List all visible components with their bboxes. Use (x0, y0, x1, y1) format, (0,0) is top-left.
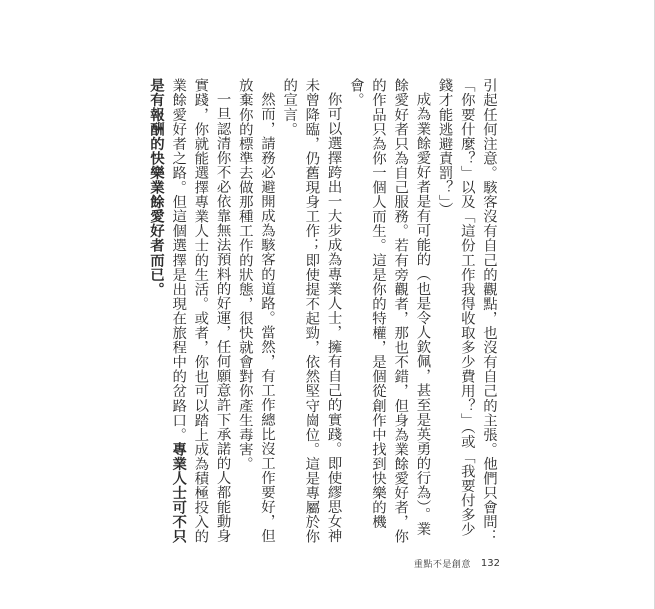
running-title: 重點不是創意 (413, 559, 471, 570)
paragraph-1-text: 引起任何注意。駭客沒有自己的觀點，也沒有自己的主張。他們只會問：「你要什麼？」以及「這份工作我得收取多少費用？」（或「我要付多少錢才能逃避責罰？」） (436, 78, 497, 544)
paragraph-2-text: 成為業餘愛好者是有可能的（也是令人欽佩，甚至是英勇的行為）。業餘愛好者只為自己服務。若有旁觀者，那也不錯，但身為業餘愛好者，你的作品只為你一個人而生。這是你的特權，是個從創作中找到快樂的機會。 (347, 78, 431, 544)
page-number: 132 (480, 557, 500, 569)
paragraph-1 (433, 78, 500, 548)
paragraph-4-text: 然而，請務必避開成為駭客的道路。當然，有工作總比沒工作要好，但放棄你的標準去做那種工作的狀態，很快就會對你產生毒害。 (236, 78, 275, 544)
paragraph-3-text: 你可以選擇跨出一大步成為專業人士，擁有自己的實踐。即使繆思女神未曾降臨，仍舊現身工作；即使提不起勁，依然堅守崗位。這是專屬於你的宣言。 (281, 78, 342, 544)
paragraph-5 (145, 78, 234, 548)
paragraph-3 (278, 78, 345, 548)
page-footer (400, 555, 500, 571)
paragraph-5-text: 一旦認清你不必依靠無法預料的好運，任何願意許下承諾的人都能動身實踐，你就能選擇專業人士的生活。或者，你也可以踏上成為積極投入的業餘愛好者之路。但這個選擇是出現在旅程中的岔路口。 (170, 78, 231, 544)
body-text (147, 78, 500, 548)
paragraph-2 (345, 78, 434, 548)
paragraph-5-bold-text: 專業人士可不只是有報酬的快樂業餘愛好者而已。 (147, 78, 188, 544)
paragraph-4 (234, 78, 278, 548)
